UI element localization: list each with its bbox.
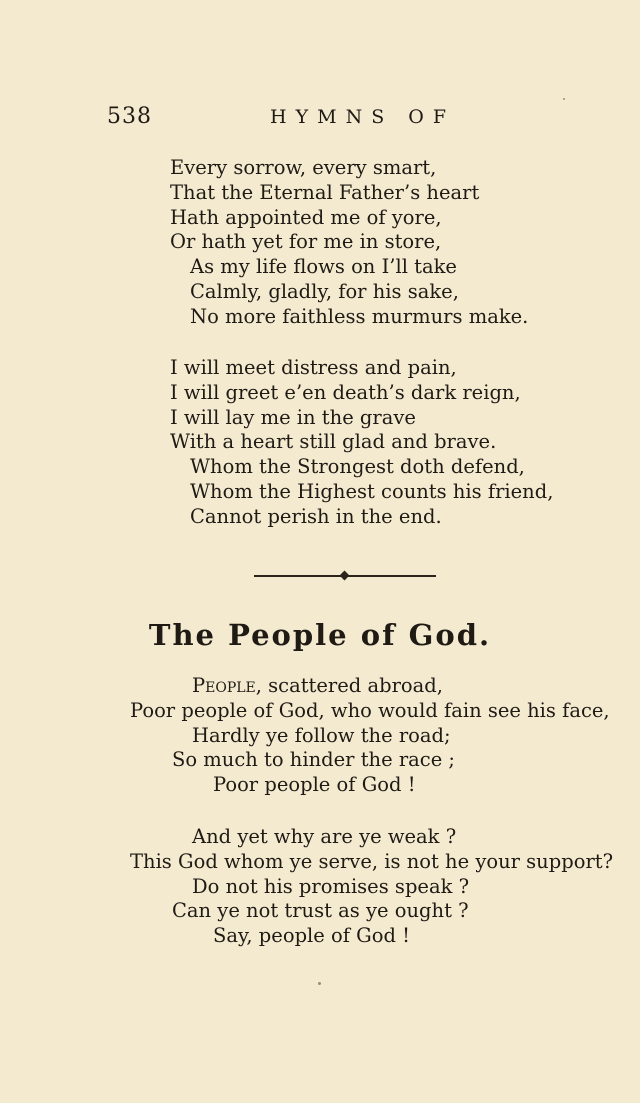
verse-line: Whom the Highest counts his friend, bbox=[190, 479, 554, 503]
verse-text: , scattered abroad, bbox=[255, 674, 443, 697]
verse-line: I will lay me in the grave bbox=[170, 405, 416, 429]
verse-line: Poor people of God, who would fain see his face, bbox=[130, 698, 610, 722]
page-number: 538 bbox=[107, 104, 152, 129]
verse-line: Calmly, gladly, for his sake, bbox=[190, 279, 459, 303]
stanza-2 bbox=[170, 356, 553, 530]
verse-line: With a heart still glad and brave. bbox=[170, 430, 497, 454]
divider-ornament bbox=[340, 571, 350, 581]
verse-line: Hath appointed me of yore, bbox=[170, 205, 442, 229]
paper-speck bbox=[563, 98, 565, 100]
verse-line: Can ye not trust as ye ought ? bbox=[172, 899, 469, 923]
opening-word: People bbox=[192, 674, 256, 697]
verse-line: I will greet e’en death’s dark reign, bbox=[170, 380, 521, 404]
verse-line: Cannot perish in the end. bbox=[190, 504, 442, 528]
verse-line: No more faithless murmurs make. bbox=[190, 304, 529, 328]
verse-line: As my life flows on I’ll take bbox=[190, 255, 457, 279]
verse-line: Do not his promises speak ? bbox=[192, 874, 470, 898]
verse-line: Or hath yet for me in store, bbox=[170, 230, 442, 254]
verse-line: Poor people of God ! bbox=[213, 773, 416, 797]
paper-speck bbox=[318, 982, 321, 985]
verse-line: And yet why are ye weak ? bbox=[192, 825, 457, 848]
verse-line: Every sorrow, every smart, bbox=[170, 156, 437, 179]
hymn-stanza-2 bbox=[0, 825, 640, 949]
verse-line: This God whom ye serve, is not he your support? bbox=[130, 849, 614, 873]
verse-line: I will meet distress and pain, bbox=[170, 356, 457, 379]
verse-line bbox=[0, 674, 640, 699]
stanza-1 bbox=[170, 156, 528, 330]
verse-line: That the Eternal Father’s heart bbox=[170, 180, 480, 204]
hymn-title: The People of God. bbox=[148, 618, 492, 652]
verse-line: So much to hinder the race ; bbox=[172, 748, 456, 772]
verse-line: Say, people of God ! bbox=[213, 924, 411, 948]
verse-line: Whom the Strongest doth defend, bbox=[190, 455, 525, 479]
verse-line: Hardly ye follow the road; bbox=[192, 723, 451, 747]
running-head: HYMNS OF bbox=[270, 106, 456, 128]
page-header bbox=[0, 104, 640, 134]
hymn-stanza-1 bbox=[0, 674, 640, 798]
